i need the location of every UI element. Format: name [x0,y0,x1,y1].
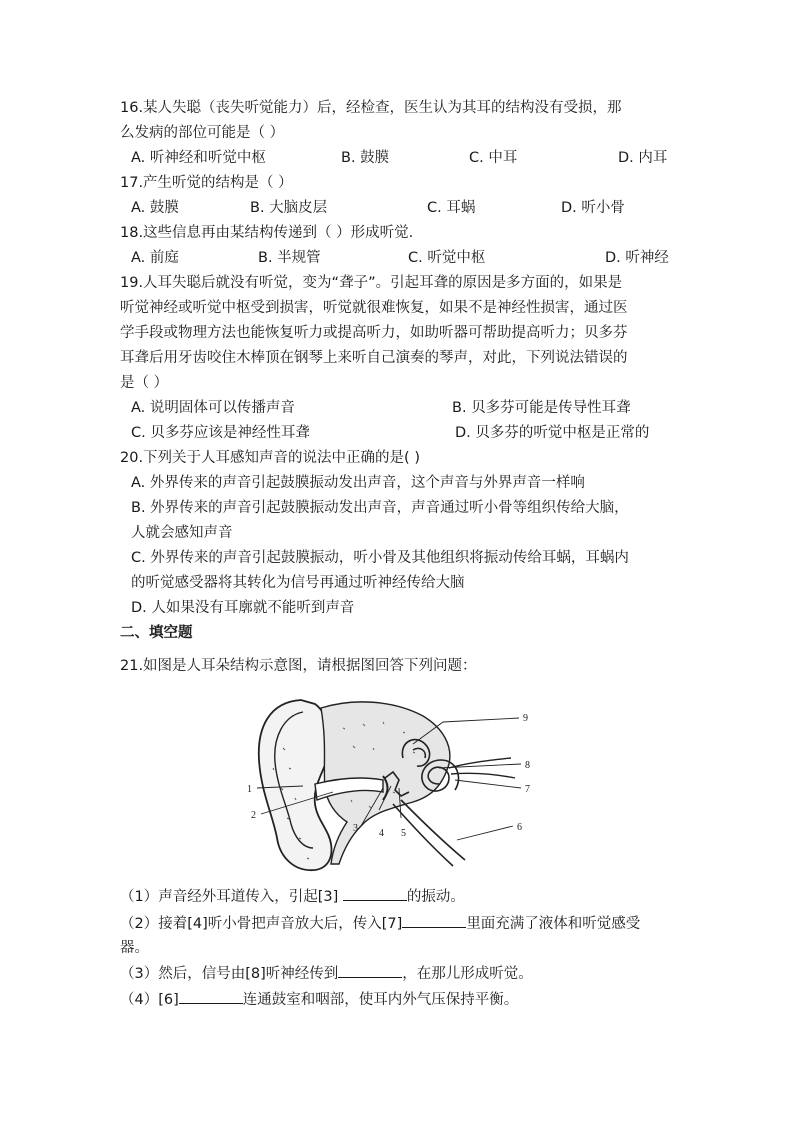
figure-label-1: 1 [247,784,252,795]
q19-stem-line-1: 19.人耳失聪后就没有听觉，变为“聋子”。引起耳聋的原因是多方面的，如果是 [120,275,623,291]
q16-stem-line-2: 么发病的部位可能是（ ） [120,125,285,141]
q21-sub-1-prefix: （1）声音经外耳道传入，引起[3] [120,889,343,905]
q19-option-c: C. 贝多芬应该是神经性耳聋 [131,425,310,441]
figure-label-7: 7 [525,784,530,795]
figure-label-9: 9 [523,713,528,724]
q21-sub-1 [120,886,465,907]
q17-stem: 17.产生听觉的结构是（ ） [120,175,293,191]
q21-sub-4-suffix: 连通鼓室和咽部，使耳内外气压保持平衡。 [242,992,519,1008]
q17-option-d: D. 听小骨 [561,200,625,216]
q21-sub-3-suffix: ，在那儿形成听觉。 [402,966,533,982]
ear-structure-diagram [243,688,543,876]
q16-option-d: D. 内耳 [618,150,668,166]
q20-option-b-line-2: 人就会感知声音 [131,525,233,541]
q21-sub-2-line-2: 器。 [120,940,149,956]
q19-stem-line-5: 是（ ） [120,375,169,391]
q18-stem: 18.这些信息再由某结构传递到（ ）形成听觉. [120,225,414,241]
q21-sub-4-prefix: （4）[6] [120,992,179,1008]
q21-blank-4[interactable] [179,989,243,1004]
q18-option-d: D. 听神经 [605,250,669,266]
q20-option-b-line-1: B. 外界传来的声音引起鼓膜振动发出声音，声音通过听小骨等组织传给大脑， [131,500,629,516]
q18-option-c: C. 听觉中枢 [408,250,486,266]
q20-stem: 20.下列关于人耳感知声音的说法中正确的是( ) [120,450,420,466]
figure-label-6: 6 [517,822,522,833]
q21-sub-2-suffix: 里面充满了液体和听觉感受 [466,916,641,932]
q20-option-d: D. 人如果没有耳廓就不能听到声音 [131,600,355,616]
q19-option-d: D. 贝多芬的听觉中枢是正常的 [455,425,650,441]
figure-label-3: 3 [353,823,358,834]
q20-option-a: A. 外界传来的声音引起鼓膜振动发出声音，这个声音与外界声音一样响 [131,475,585,491]
q16-option-b: B. 鼓膜 [341,150,390,166]
figure-label-8: 8 [525,760,530,771]
figure-label-5: 5 [401,828,406,839]
figure-label-2: 2 [251,810,256,821]
q17-option-a: A. 鼓膜 [131,200,179,216]
q16-stem-line-1: 16.某人失聪（丧失听觉能力）后，经检查，医生认为其耳的结构没有受损，那 [120,100,622,116]
q19-stem-line-4: 耳聋后用牙齿咬住木棒顶在钢琴上来听自己演奏的琴声，对此，下列说法错误的 [120,350,628,366]
figure-label-4: 4 [379,828,384,839]
q19-stem-line-2: 听觉神经或听觉中枢受到损害，听觉就很难恢复，如果不是神经性损害，通过医 [120,300,628,316]
q21-sub-2 [120,913,640,934]
q18-option-a: A. 前庭 [131,250,179,266]
q21-blank-3[interactable] [338,963,402,978]
q21-sub-3 [120,963,533,984]
q20-option-c-line-1: C. 外界传来的声音引起鼓膜振动，听小骨及其他组织将振动传给耳蜗，耳蜗内 [131,550,629,566]
q19-option-b: B. 贝多芬可能是传导性耳聋 [452,400,631,416]
q16-option-c: C. 中耳 [469,150,518,166]
q17-option-c: C. 耳蜗 [427,200,476,216]
q21-sub-1-suffix: 的振动。 [406,889,465,905]
section-fill-in-title: 二、填空题 [120,625,193,641]
q19-stem-line-3: 学手段或物理方法也能恢复听力或提高听力，如助听器可帮助提高听力；贝多芬 [120,325,628,341]
q21-sub-3-prefix: （3）然后，信号由[8]听神经传到 [120,966,339,982]
q17-option-b: B. 大脑皮层 [250,200,328,216]
q19-option-a: A. 说明固体可以传播声音 [131,400,295,416]
q21-blank-1[interactable] [343,886,407,901]
q20-option-c-line-2: 的听觉感受器将其转化为信号再通过听神经传给大脑 [131,575,465,591]
q21-stem: 21.如图是人耳朵结构示意图，请根据图回答下列问题： [120,658,477,674]
q21-blank-2[interactable] [402,913,466,928]
q21-sub-2-prefix: （2）接着[4]听小骨把声音放大后，传入[7] [120,916,403,932]
q16-option-a: A. 听神经和听觉中枢 [131,150,266,166]
q18-option-b: B. 半规管 [258,250,321,266]
q21-sub-4 [120,989,518,1010]
